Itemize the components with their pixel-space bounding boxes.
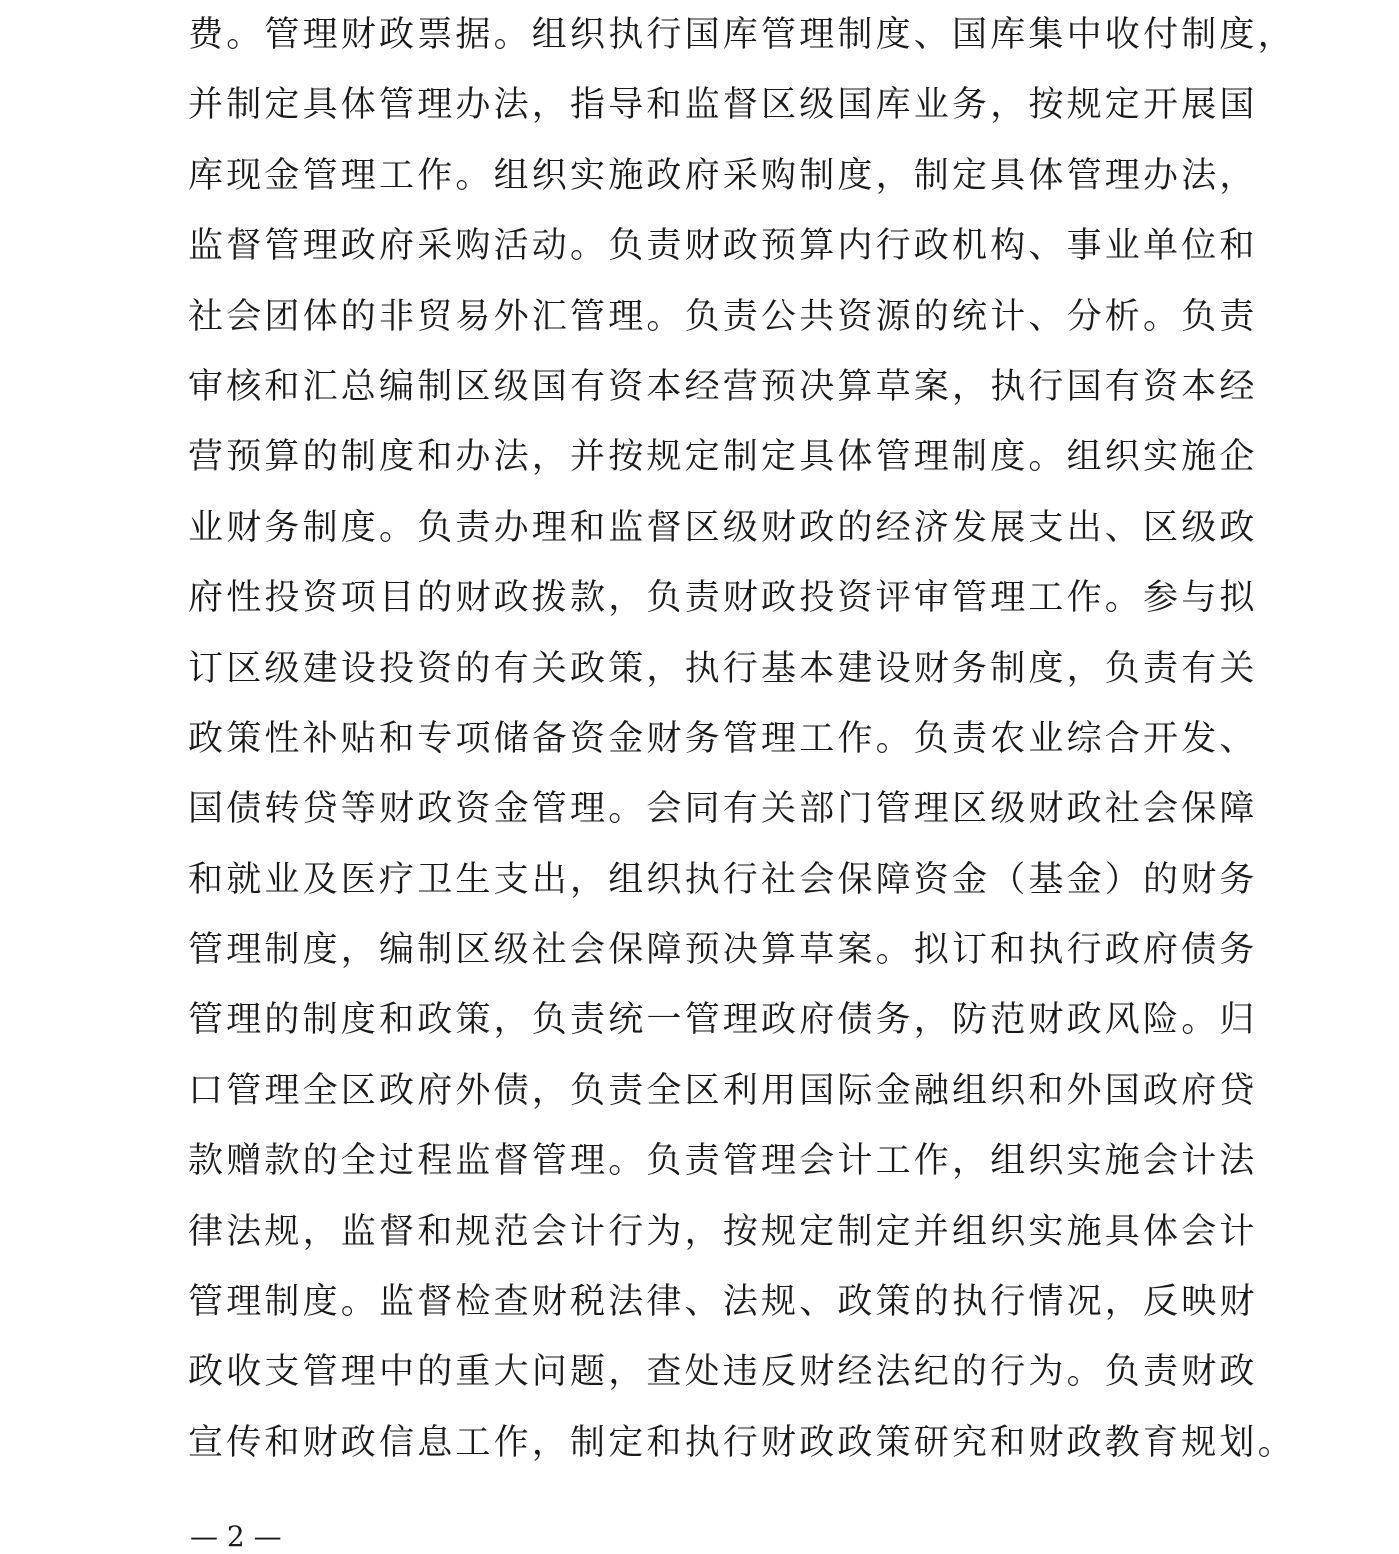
page-number: — 2 — <box>190 1520 282 1553</box>
text-line: 管理制度。监督检查财税法律、法规、政策的执行情况，反映财 <box>188 1282 1258 1323</box>
text-line: 并制定具体管理办法，指导和监督区级国库业务，按规定开展国 <box>188 85 1258 126</box>
text-line: 订区级建设投资的有关政策，执行基本建设财务制度，负责有关 <box>188 648 1258 689</box>
text-line: 营预算的制度和办法，并按规定制定具体管理制度。组织实施企 <box>188 437 1258 478</box>
body-paragraph <box>188 0 1296 1478</box>
text-line: 管理制度，编制区级社会保障预决算草案。拟订和执行政府债务 <box>188 930 1258 971</box>
text-line: 政收支管理中的重大问题，查处违反财经法纪的行为。负责财政 <box>188 1352 1258 1393</box>
text-line: 政策性补贴和专项储备资金财务管理工作。负责农业综合开发、 <box>188 718 1258 759</box>
text-line: 监督管理政府采购活动。负责财政预算内行政机构、事业单位和 <box>188 226 1258 267</box>
text-line: 府性投资项目的财政拨款，负责财政投资评审管理工作。参与拟 <box>188 578 1258 619</box>
text-line: 费。管理财政票据。组织执行国库管理制度、国库集中收付制度， <box>188 15 1296 55</box>
text-line: 款赠款的全过程监督管理。负责管理会计工作，组织实施会计法 <box>188 1141 1258 1182</box>
text-line: 社会团体的非贸易外汇管理。负责公共资源的统计、分析。负责 <box>188 296 1258 337</box>
text-line: 口管理全区政府外债，负责全区利用国际金融组织和外国政府贷 <box>188 1070 1258 1111</box>
text-line: 业财务制度。负责办理和监督区级财政的经济发展支出、区级政 <box>188 507 1258 548</box>
text-line: 宣传和财政信息工作，制定和执行财政政策研究和财政教育规划。 <box>188 1422 1296 1463</box>
text-line: 管理的制度和政策，负责统一管理政府债务，防范财政风险。归 <box>188 1000 1258 1041</box>
text-line: 审核和汇总编制区级国有资本经营预决算草案，执行国有资本经 <box>188 366 1258 407</box>
text-line: 库现金管理工作。组织实施政府采购制度，制定具体管理办法， <box>188 155 1258 196</box>
text-line: 律法规，监督和规范会计行为，按规定制定并组织实施具体会计 <box>188 1211 1258 1252</box>
text-line: 国债转贷等财政资金管理。会同有关部门管理区级财政社会保障 <box>188 789 1258 830</box>
text-line: 和就业及医疗卫生支出，组织执行社会保障资金（基金）的财务 <box>188 859 1258 900</box>
